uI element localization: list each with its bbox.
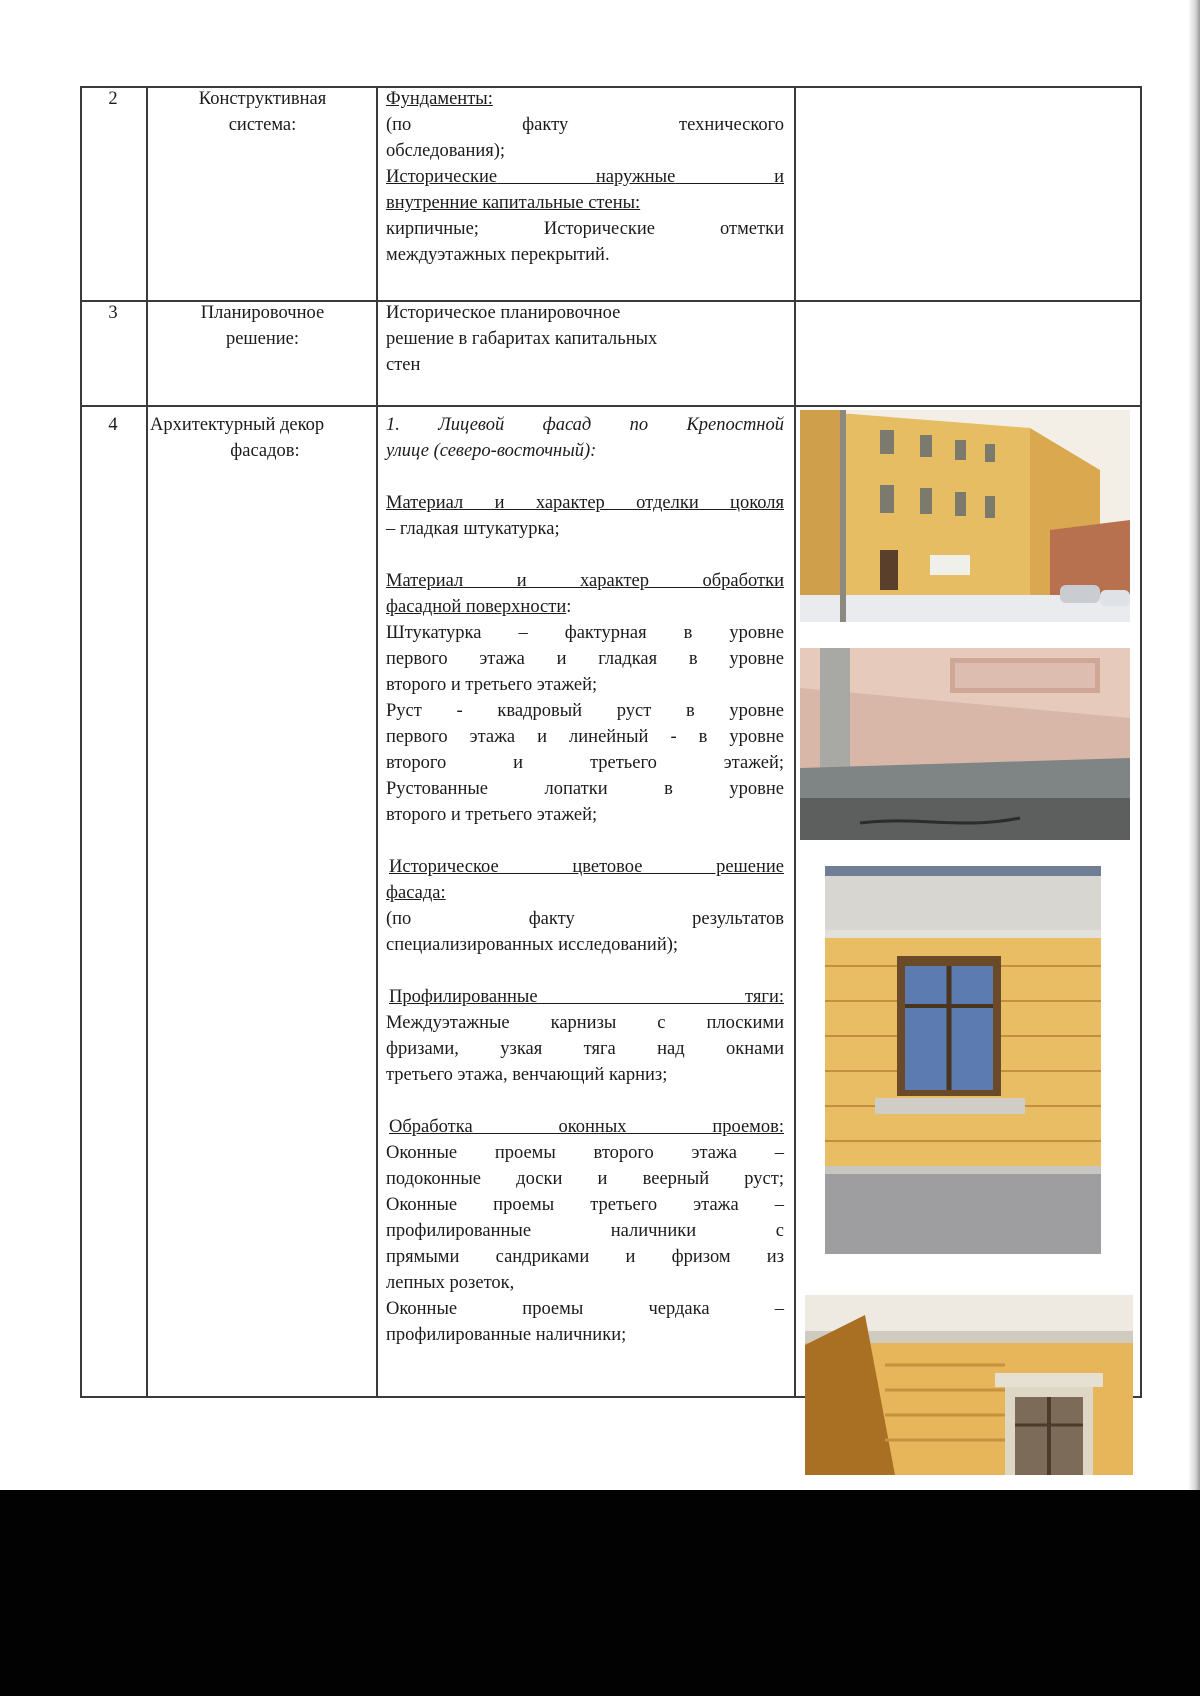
text-line: Рустованные лопатки в уровне	[386, 779, 784, 799]
text-line: второго и третьего этажей;	[386, 805, 598, 825]
window-cornice-photo	[805, 1295, 1133, 1475]
walls-heading	[386, 164, 784, 190]
surface-heading-cont: фасадной поверхности	[386, 597, 567, 617]
text-word: факту	[522, 115, 569, 135]
text-line: Оконные проемы второго этажа –	[386, 1143, 784, 1163]
text-word: наружные	[595, 167, 676, 187]
text-line: (по факту результатов	[386, 909, 784, 929]
row-label-line: система:	[228, 115, 297, 135]
table-divider-2	[376, 86, 378, 1398]
row-content	[386, 300, 784, 378]
walls-heading-cont: внутренние капитальные стены:	[386, 193, 641, 213]
table-border-left	[80, 86, 82, 1398]
plinth-closeup-photo	[800, 648, 1130, 840]
row-number: 4	[108, 415, 118, 435]
row-number: 2	[108, 89, 118, 109]
row-label	[150, 300, 375, 352]
row-label	[150, 86, 375, 138]
row-label	[150, 412, 380, 464]
row-content	[386, 412, 784, 1348]
row-number: 3	[108, 303, 118, 323]
window-second-floor-photo	[825, 866, 1101, 1254]
surface-heading: Материал и характер обработки	[386, 571, 784, 591]
text-line: Историческое планировочное	[386, 303, 621, 323]
row-divider-2	[80, 405, 1141, 407]
text-line: первого этажа и линейный - в уровне	[386, 727, 784, 747]
text-line: кирпичные; Исторические отметки	[386, 219, 784, 239]
text-line: третьего этажа, венчающий карниз;	[386, 1065, 668, 1085]
table-border-right	[1140, 86, 1142, 1398]
row-label-line: Планировочное	[200, 303, 325, 323]
text-line: второго и третьего этажей;	[386, 753, 784, 773]
row-label-line: Архитектурный декор	[150, 415, 325, 435]
text-line: Междуэтажные карнизы с плоскими	[386, 1013, 784, 1033]
facade-heading: 1. Лицевой фасад по Крепостной	[386, 415, 784, 435]
text-line: – гладкая штукатурка;	[386, 519, 560, 539]
foundations-heading: Фундаменты:	[386, 89, 493, 109]
row-content	[386, 86, 784, 268]
row-label-line: фасадов:	[230, 441, 300, 461]
facade-heading-cont: улице (северо-восточный):	[386, 441, 597, 461]
row-label-line: решение:	[225, 329, 300, 349]
text-word: :	[566, 597, 572, 617]
text-line: первого этажа и гладкая в уровне	[386, 649, 784, 669]
text-line: стен	[386, 355, 421, 375]
facade-street-photo	[800, 410, 1130, 622]
text-line	[386, 112, 784, 138]
plinth-heading: Материал и характер отделки цоколя	[386, 493, 784, 513]
windows-heading: Обработка оконных проемов:	[389, 1117, 784, 1137]
text-line: решение в габаритах капитальных	[386, 329, 658, 349]
scan-black-margin	[0, 1490, 1200, 1696]
text-line: второго и третьего этажей;	[386, 675, 598, 695]
text-line: лепных розеток,	[386, 1273, 515, 1293]
text-word: и	[774, 167, 784, 187]
text-line: прямыми сандриками и фризом из	[386, 1247, 784, 1267]
text-line: Штукатурка – фактурная в уровне	[386, 623, 784, 643]
table-divider-3	[794, 86, 796, 1398]
text-line: профилированные наличники;	[386, 1325, 627, 1345]
profiles-heading: Профилированные тяги:	[389, 987, 784, 1007]
text-line: Оконные проемы третьего этажа –	[386, 1195, 784, 1215]
text-line: междуэтажных перекрытий.	[386, 245, 610, 265]
text-line: Руст - квадровый руст в уровне	[386, 701, 784, 721]
text-line: обследования);	[386, 141, 506, 161]
text-line: Оконные проемы чердака –	[386, 1299, 784, 1319]
text-line: фризами, узкая тяга над окнами	[386, 1039, 784, 1059]
text-word: (по	[386, 115, 412, 135]
row-label-line: Конструктивная	[198, 89, 327, 109]
color-heading-cont: фасада:	[386, 883, 446, 903]
text-line: профилированные наличники с	[386, 1221, 784, 1241]
color-heading: Историческое цветовое решение	[389, 857, 784, 877]
text-word: Исторические	[386, 167, 498, 187]
text-word: технического	[679, 115, 785, 135]
text-line: специализированных исследований);	[386, 935, 679, 955]
table-divider-1	[146, 86, 148, 1398]
text-line: подоконные доски и веерный руст;	[386, 1169, 784, 1189]
scan-edge-shadow	[1188, 0, 1200, 1490]
